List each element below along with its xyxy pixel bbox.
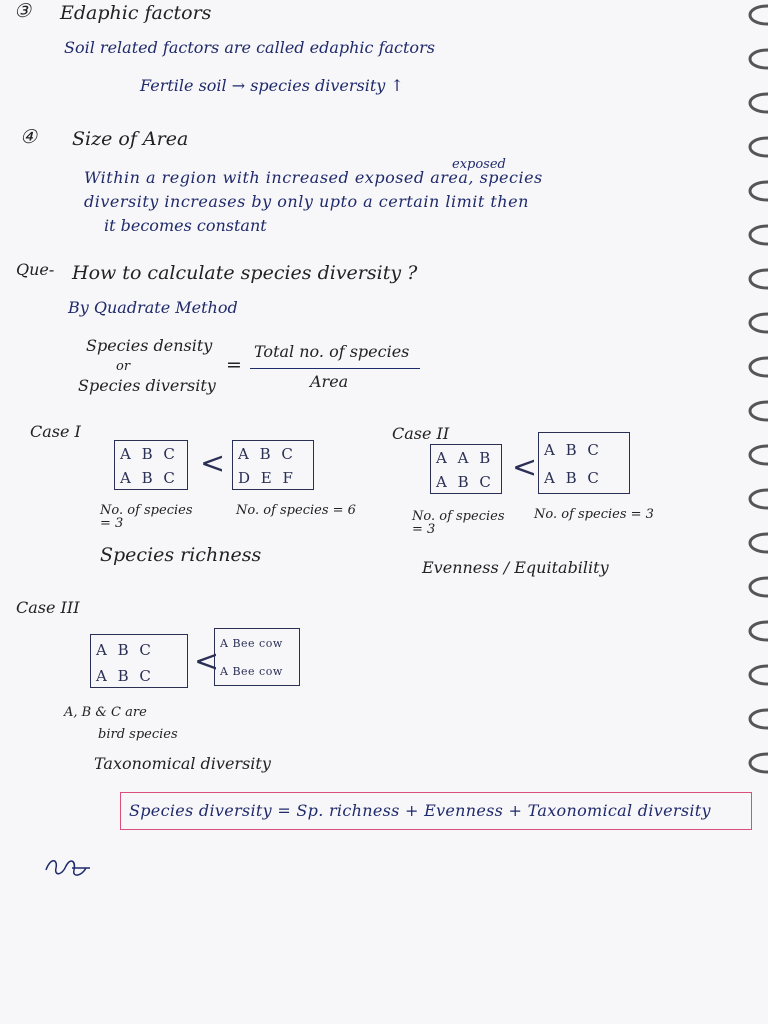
case2-quadrat-left	[430, 444, 502, 494]
case3-result: Taxonomical diversity	[94, 754, 271, 773]
case1-inequality: <	[200, 446, 226, 481]
case1-label: Case I	[30, 422, 81, 441]
case1-quadrat-left	[114, 440, 188, 490]
question-prefix: Que-	[16, 260, 55, 279]
case3-inequality: <	[194, 644, 220, 679]
case3-quadrat-right	[214, 628, 300, 686]
section4-line3: it becomes constant	[104, 216, 267, 235]
section4-title: Size of Area	[72, 128, 189, 150]
case3-note1: A, B & C are	[64, 705, 147, 720]
scribble-icon	[42, 856, 94, 880]
section3-title: Edaphic factors	[60, 2, 212, 24]
section4-line1: Within a region with increased exposed area, species	[84, 168, 543, 187]
case2-right-row2: A B C	[544, 469, 602, 487]
case1-left-row2: A B C	[120, 469, 178, 487]
section-number-3: ③	[14, 0, 32, 22]
section3-line1: Soil related factors are called edaphic factors	[64, 38, 435, 57]
case3-quadrat-left	[90, 634, 188, 688]
spiral-binding-icon	[724, 0, 768, 1024]
case2-left-row2: A B C	[436, 473, 494, 491]
formula-equals: =	[226, 354, 242, 376]
case2-count-right: No. of species = 3	[534, 507, 654, 522]
case3-right-row2: A Bee cow	[220, 665, 283, 678]
section-number-4: ④	[20, 126, 38, 148]
case3-left-row1: A B C	[96, 641, 154, 659]
question-text: How to calculate species diversity ?	[72, 262, 418, 284]
case2-count-left: No. of species = 3	[412, 509, 505, 537]
case3-left-row2: A B C	[96, 667, 154, 685]
case2-label: Case II	[392, 424, 450, 443]
case1-right-row2: D E F	[238, 469, 296, 487]
method-label: By Quadrate Method	[68, 298, 238, 317]
formula-lhs1: Species density	[86, 336, 213, 355]
case1-right-row1: A B C	[238, 445, 296, 463]
formula-or: or	[116, 359, 131, 374]
formula-numerator: Total no. of species	[254, 342, 410, 361]
case3-note2: bird species	[98, 727, 178, 742]
case2-right-row1: A B C	[544, 441, 602, 459]
case3-right-row1: A Bee cow	[220, 637, 283, 650]
case1-left-row1: A B C	[120, 445, 178, 463]
summary-box	[120, 792, 752, 830]
case1-count-right: No. of species = 6	[236, 503, 356, 518]
case1-result: Species richness	[100, 544, 262, 566]
case2-quadrat-right	[538, 432, 630, 494]
case3-label: Case III	[16, 598, 80, 617]
case2-inequality: <	[512, 450, 538, 485]
correction-superscript: exposed	[452, 157, 506, 172]
summary-text: Species diversity = Sp. richness + Evenness + Taxonomical diversity	[129, 801, 711, 820]
case1-quadrat-right	[232, 440, 314, 490]
section4-line2: diversity increases by only upto a certain limit then	[84, 192, 529, 211]
case2-left-row1: A A B	[436, 449, 494, 467]
formula-denominator: Area	[310, 372, 349, 391]
section3-line2: Fertile soil → species diversity ↑	[140, 76, 404, 95]
case1-count-left: No. of species = 3	[100, 503, 193, 531]
formula-lhs2: Species diversity	[78, 376, 216, 395]
fraction-bar	[250, 368, 420, 369]
case2-result: Evenness / Equitability	[422, 558, 609, 577]
